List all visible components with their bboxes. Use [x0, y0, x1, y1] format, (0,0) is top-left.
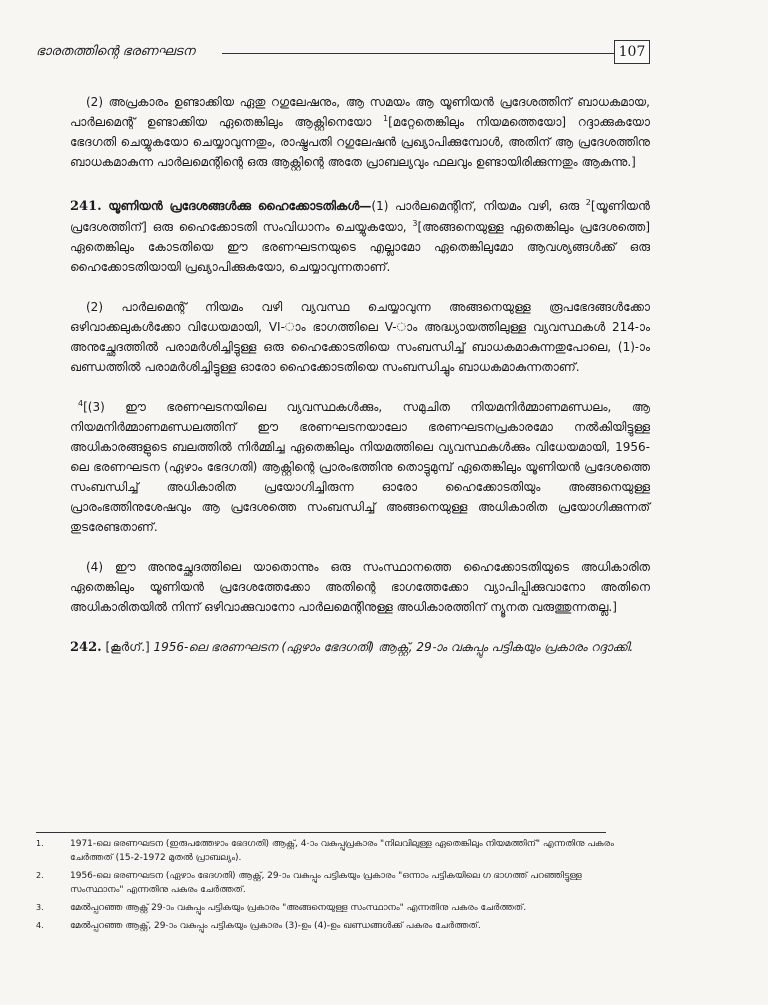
paragraph-240-2: [70, 92, 650, 172]
section-241-clause-1: [70, 196, 650, 277]
section-number: 242.: [70, 640, 102, 655]
body-text: [70, 92, 650, 678]
section-241-clause-4: [70, 557, 650, 617]
section-242: [70, 637, 650, 658]
section-241-clause-2: [70, 297, 650, 377]
footnote-ref-4[interactable]: 4: [78, 399, 84, 408]
paragraph-text: (4) ഈ അനുച്ഛേദത്തിലെ യാതൊന്നും ഒരു സംസ്ഥാനത്തെ ഹൈക്കോടതിയുടെ അധികാരിത ഏതെങ്കിലും യൂണിയൻ പ്രദേശത്തേക്കോ അതിന്റെ ഭാഗത്തേക്കോ വ്യാപിപ്പിക്കുവാനോ അതിനെ അധികാരിതയിൽ നിന്ന് ഒഴിവാക്കുവാനോ പാർലമെന്റിനുള്ള അധികാരത്തിന് ന്യൂനത വരുത്തുന്നതല്ല.]: [70, 560, 650, 614]
footnote-text: 1956-ലെ ഭരണഘടന (ഏഴാം ഭേദഗതി) ആക്റ്റ്, 29-ാം വകുപ്പും പട്ടികയും പ്രകാരം "ഒന്നാം പട്ടികയിലെ ഗ ഭാഗത്ത് പറഞ്ഞിട്ടുള്ള സംസ്ഥാനം" എന്നതിനു പകരം ചേർത്തത്.: [70, 871, 582, 895]
footnote-rule: [36, 832, 606, 833]
footnote-3: [36, 901, 626, 915]
section-title: [കൂർഗ്.]: [105, 640, 150, 654]
section-241-clause-3: [70, 397, 650, 537]
footnote-text: 1971-ലെ ഭരണഘടന (ഇരുപത്തേഴാം ഭേദഗതി) ആക്റ്റ്, 4-ാം വകുപ്പുപ്രകാരം "നിലവിലുള്ള ഏതെങ്കിലും നിയമത്തിന്" എന്നതിനു പകരം ചേർത്തത് (15-2-1972 മുതൽ പ്രാബല്യം).: [70, 839, 614, 863]
paragraph-text: [യൂണിയൻ പ്രദേശത്തിന്] ഒരു ഹൈക്കോടതി സംവിധാനം ചെയ്യുകയോ,: [70, 199, 650, 234]
footnotes: [36, 837, 626, 937]
header-rule: [222, 53, 614, 54]
paragraph-text: (2) പാർലമെന്റ് നിയമം വഴി വ്യവസ്ഥ ചെയ്യാവുന്ന അങ്ങനെയുള്ള രൂപഭേദങ്ങൾക്കോ ഒഴിവാക്കലുകൾക്കോ വിധേയമായി, VI-ാം ഭാഗത്തിലെ V-ാം അദ്ധ്യായത്തിലുള്ള വ്യവസ്ഥകൾ 214-ാം അനുച്ഛേദത്തിൽ പരാമർശിച്ചിട്ടുള്ള ഒരു ഹൈക്കോടതിയെ സംബന്ധിച്ച് ബാധകമാകുന്നതുപോലെ, (1)-ാം ഖണ്ഡത്തിൽ പരാമർശിച്ചിട്ടുള്ള ഓരോ ഹൈക്കോടതിയെ സംബന്ധിച്ചും ബാധകമാകുന്നതാണ്.: [70, 300, 650, 374]
footnote-ref-2[interactable]: 2: [585, 198, 591, 207]
paragraph-text: [മറ്റേതെങ്കിലും നിയമത്തെയോ] റദ്ദാക്കുകയോ ഭേദഗതി ചെയ്യുകയോ ചെയ്യാവുന്നതും, രാഷ്ട്രപതി റഗുലേഷൻ പ്രഖ്യാപിക്കുമ്പോൾ, അതിന് ആ പ്രദേശത്തിനു ബാധകമാകുന്ന പാർലമെന്റിന്റെ ഒരു ആക്റ്റിന്റെ അതേ പ്രാബല്യവും ഫലവും ഉണ്ടായിരിക്കുന്നതും ആകുന്നു.]: [70, 115, 650, 169]
footnote-mark: 4.: [36, 921, 44, 930]
page-header: [36, 40, 650, 66]
section-number: 241.: [70, 199, 102, 214]
footnote-1: [36, 837, 626, 865]
paragraph-text: [(3) ഈ ഭരണഘടനയിലെ വ്യവസ്ഥകൾക്കും, സമുചിത നിയമനിർമ്മാണമണ്ഡലം, ആ നിയമനിർമ്മാണമണ്ഡലത്തിന് ഈ ഭരണഘടനയാലോ ഭരണഘടനപ്രകാരമോ നൽകിയിട്ടുള്ള അധികാരങ്ങളുടെ ബലത്തിൽ നിർമ്മിച്ച ഏതെങ്കിലും നിയമത്തിലെ വ്യവസ്ഥകൾക്കും വിധേയമായി, 1956-ലെ ഭരണഘടന (ഏഴാം ഭേദഗതി) ആക്റ്റിന്റെ പ്രാരംഭത്തിനു തൊട്ടുമുമ്പ് ഏതെങ്കിലും യൂണിയൻ പ്രദേശത്തെ സംബന്ധിച്ച് അധികാരിത പ്രയോഗിച്ചിരുന്ന ഓരോ ഹൈക്കോടതിയും അങ്ങനെയുള്ള പ്രാരംഭത്തിനുശേഷവും ആ പ്രദേശത്തെ സംബന്ധിച്ച് അങ്ങനെയുള്ള അധികാരിത പ്രയോഗിക്കുന്നത് തുടരേണ്ടതാണ്.: [70, 400, 650, 534]
footnote-2: [36, 869, 626, 897]
running-title: ഭാരതത്തിന്റെ ഭരണഘടന: [36, 44, 195, 59]
paragraph-text: (1) പാർലമെന്റിന്, നിയമം വഴി, ഒരു: [371, 199, 580, 213]
footnote-text: മേൽപ്പറഞ്ഞ ആക്റ്റ് 29-ാം വകുപ്പും പട്ടികയും പ്രകാരം "അങ്ങനെയുള്ള സംസ്ഥാനം" എന്നതിനു പകരം ചേർത്തത്.: [70, 903, 527, 913]
footnote-mark: 3.: [36, 903, 44, 912]
paragraph-text: [അങ്ങനെയുള്ള ഏതെങ്കിലും പ്രദേശത്തെ] ഏതെങ്കിലും കോടതിയെ ഈ ഭരണഘടനയുടെ എല്ലാമോ ഏതെങ്കിലുമോ ആവശ്യങ്ങൾക്ക് ഒരു ഹൈക്കോടതിയായി പ്രഖ്യാപിക്കുകയോ, ചെയ്യാവുന്നതാണ്.: [70, 220, 650, 274]
footnote-ref-1[interactable]: 1: [382, 114, 389, 123]
paragraph-text: 1956-ലെ ഭരണഘടന (ഏഴാം ഭേദഗതി) ആക്റ്റ്, 29-ാം വകുപ്പും പട്ടികയും പ്രകാരം റദ്ദാക്കി.: [153, 640, 634, 654]
footnote-mark: 1.: [36, 839, 44, 848]
footnote-text: മേൽപ്പറഞ്ഞ ആക്റ്റ്, 29-ാം വകുപ്പും പട്ടികയും പ്രകാരം (3)-ഉം (4)-ഉം ഖണ്ഡങ്ങൾക്ക് പകരം ചേർത്തത്.: [70, 921, 481, 931]
page-number: 107: [614, 40, 650, 64]
section-title: യൂണിയൻ പ്രദേശങ്ങൾക്കു ഹൈക്കോടതികൾ—: [108, 199, 372, 213]
paragraph-text: (2) അപ്രകാരം ഉണ്ടാക്കിയ ഏതു റഗുലേഷനും, ആ സമയം ആ യൂണിയൻ പ്രദേശത്തിന് ബാധകമായ, പാർലമെന്റ് ഉണ്ടാക്കിയ ഏതെങ്കിലും ആക്റ്റിനെയോ: [70, 95, 650, 129]
footnote-4: [36, 919, 626, 933]
footnote-mark: 2.: [36, 871, 44, 880]
footnote-ref-3[interactable]: 3: [412, 219, 418, 228]
